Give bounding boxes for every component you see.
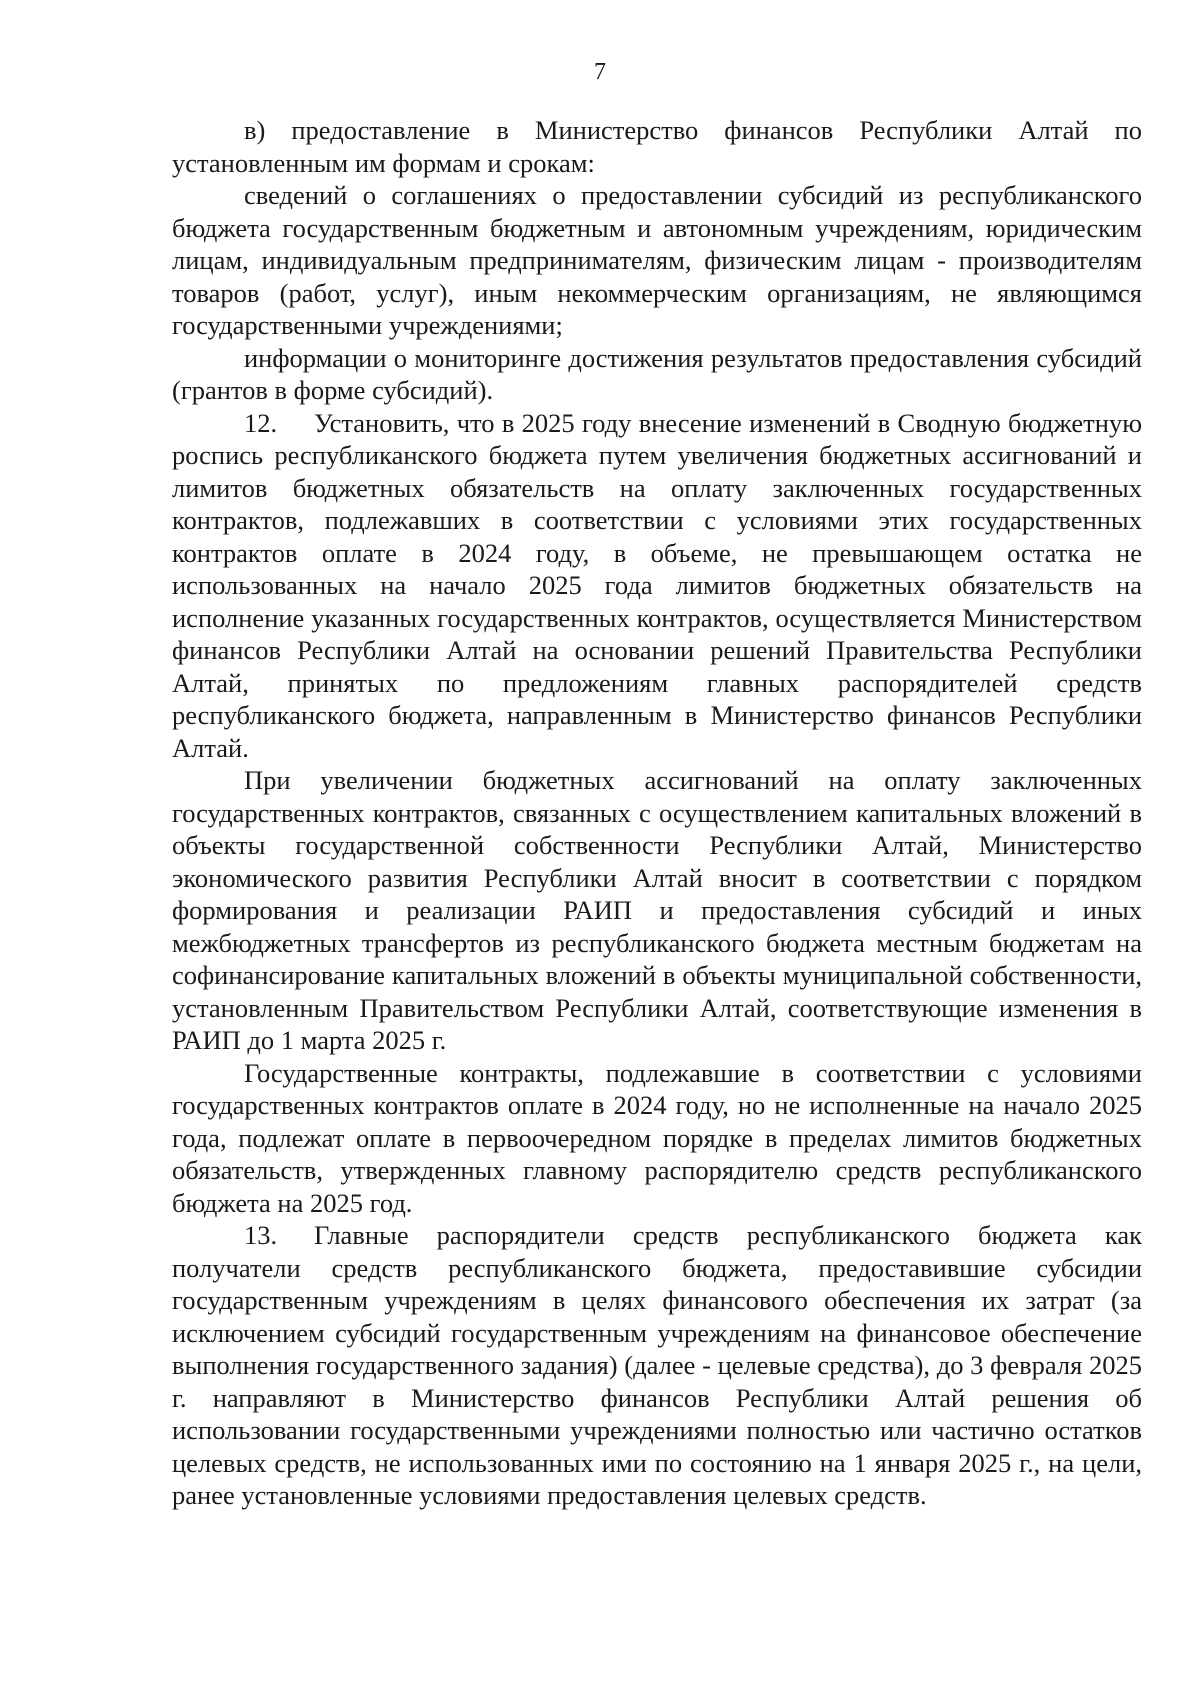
- paragraph-item-12: [172, 407, 1142, 765]
- paragraph-subitem-v: [172, 114, 1142, 179]
- paragraph-agreements-info: [172, 179, 1142, 342]
- document-body: [172, 114, 1142, 1512]
- page-number: 7: [594, 59, 606, 85]
- paragraph-monitoring-info: [172, 342, 1142, 407]
- paragraph-text: в) предоставление в Министерство финансов Республики Алтай по установленным им формам и срокам:: [172, 115, 1142, 178]
- paragraph-item-13: [172, 1219, 1142, 1512]
- paragraph-text: сведений о соглашениях о предоставлении субсидий из республиканского бюджета государственным бюджетным и автономным учреждениям, юридическим лицам, индивидуальным предпринимателям, физическим лицам - производителям товаров (работ, услуг), иным некоммерческим организациям, не являющимся государственными учреждениями;: [172, 180, 1142, 340]
- item-number: 12.: [244, 407, 278, 438]
- paragraph-capital-investments: [172, 764, 1142, 1057]
- paragraph-text: При увеличении бюджетных ассигнований на оплату заключенных государственных контрактов, связанных с осуществлением капитальных вложений в объекты государственной собственности Республики Алтай, Министерство экономического развития Республики Алтай вносит в соответствии с порядком формирования и реализации РАИП и предоставления субсидий и иных межбюджетных трансфертов из республиканского бюджета местным бюджетам на софинансирование капитальных вложений в объекты муниципальной собственности, установленным Правительством Республики Алтай, соответствующие изменения в РАИП до 1 марта 2025 г.: [172, 765, 1142, 1055]
- paragraph-text: Главные распорядители средств республиканского бюджета как получатели средств республиканского бюджета, предоставившие субсидии государственным учреждениям в целях финансового обеспечения их затрат (за исключением субсидий государственным учреждениям на финансовое обеспечение выполнения государственного задания) (далее - целевые средства), до 3 февраля 2025 г. направляют в Министерство финансов Республики Алтай решения об использовании государственными учреждениями полностью или частично остатков целевых средств, не использованных ими по состоянию на 1 января 2025 г., на цели, ранее установленные условиями предоставления целевых средств.: [172, 1220, 1142, 1510]
- paragraph-text: Государственные контракты, подлежавшие в соответствии с условиями государственных контрактов оплате в 2024 году, но не исполненные на начало 2025 года, подлежат оплате в первоочередном порядке в пределах лимитов бюджетных обязательств, утвержденных главному распорядителю средств республиканского бюджета на 2025 год.: [172, 1057, 1142, 1218]
- paragraph-state-contracts: [172, 1057, 1142, 1220]
- paragraph-text: информации о мониторинге достижения результатов предоставления субсидий (грантов в форме субсидий).: [172, 342, 1142, 405]
- item-number: 13.: [244, 1220, 278, 1250]
- paragraph-text: Установить, что в 2025 году внесение изменений в Сводную бюджетную роспись республиканского бюджета путем увеличения бюджетных ассигнований и лимитов бюджетных обязательств на оплату заключенных государственных контрактов, подлежавших в соответствии с условиями этих государственных контрактов оплате в 2024 году, в объеме, не превышающем остатка не использованных на начало 2025 года лимитов бюджетных обязательств на исполнение указанных государственных контрактов, осуществляется Министерством финансов Республики Алтай на основании решений Правительства Республики Алтай, принятых по предложениям главных распорядителей средств республиканского бюджета, направленным в Министерство финансов Республики Алтай.: [172, 407, 1142, 763]
